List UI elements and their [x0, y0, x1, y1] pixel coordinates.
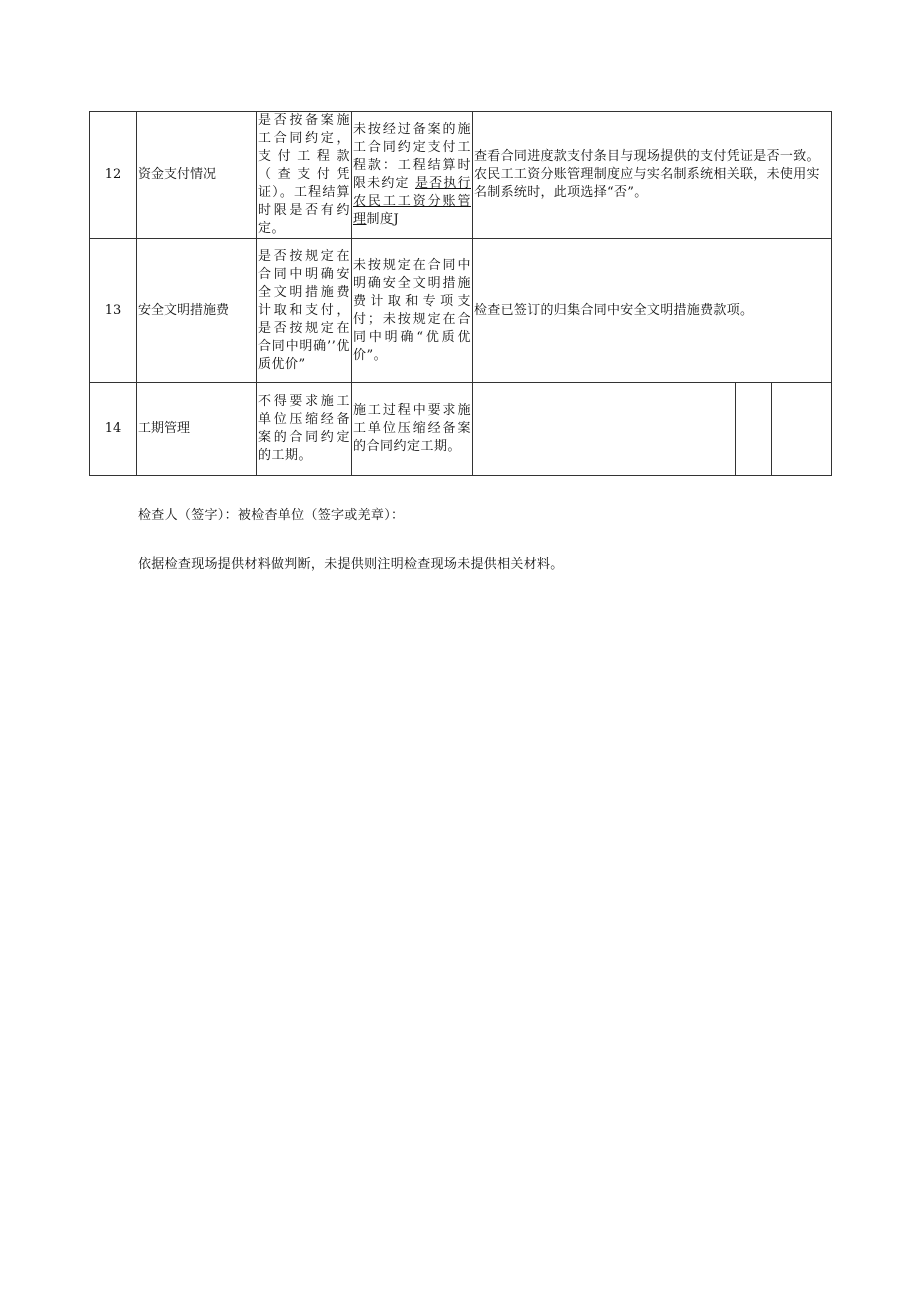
- check-content: 是否按备案施工合同约定，支付工程款（查支付凭证）。工程结算时限是否有约定。: [257, 112, 352, 239]
- inspection-table: [89, 111, 832, 476]
- row-number: 13: [90, 239, 137, 383]
- basis-note: 依据检查现场提供材料做判断，未提供则注明检查现场未提供相关材料。: [138, 557, 564, 572]
- table-row: [90, 383, 832, 476]
- check-issue: 施工过程中要求施工单位压缩经备案的合同约定工期。: [352, 383, 473, 476]
- extra-cell: [736, 383, 772, 476]
- check-content: 是否按规定在合同中明确安全文明措施费计取和支付，是否按规定在合同中明确’’优质优价”: [257, 239, 352, 383]
- issue-underlined-text: 是否执行农民工工资分账管理: [353, 176, 471, 227]
- signature-line: 检查人（签字）：被检杳单位（签字或羌章）：: [138, 508, 405, 523]
- issue-tail-text: 制度J: [366, 212, 400, 227]
- check-method: [473, 383, 736, 476]
- table-row: [90, 112, 832, 239]
- check-item: 资金支付情况: [137, 112, 257, 239]
- row-number: 14: [90, 383, 137, 476]
- row-number: 12: [90, 112, 137, 239]
- check-issue: [352, 112, 473, 239]
- check-item: 工期管理: [137, 383, 257, 476]
- check-content: 不得要求施工单位压缩经备案的合同约定的工期。: [257, 383, 352, 476]
- check-method: 检查已签订的归集合同中安全文明措施费款项。: [473, 239, 832, 383]
- check-item: 安全文明措施费: [137, 239, 257, 383]
- extra-cell: [772, 383, 832, 476]
- check-issue: 未按规定在合同中明确安全文明措施费计取和专项支付；未按规定在合同中明确“优质优价”。: [352, 239, 473, 383]
- table-row: [90, 239, 832, 383]
- check-method: 查看合同进度款支付条目与现场提供的支付凭证是否一致。农民工工资分账管理制度应与实名制系统相关联，未使用实名制系统时，此项选择“否”。: [473, 112, 832, 239]
- issue-text: 未按经过备案的施工合同约定支付工程款：工程结算时限未约定: [353, 122, 471, 191]
